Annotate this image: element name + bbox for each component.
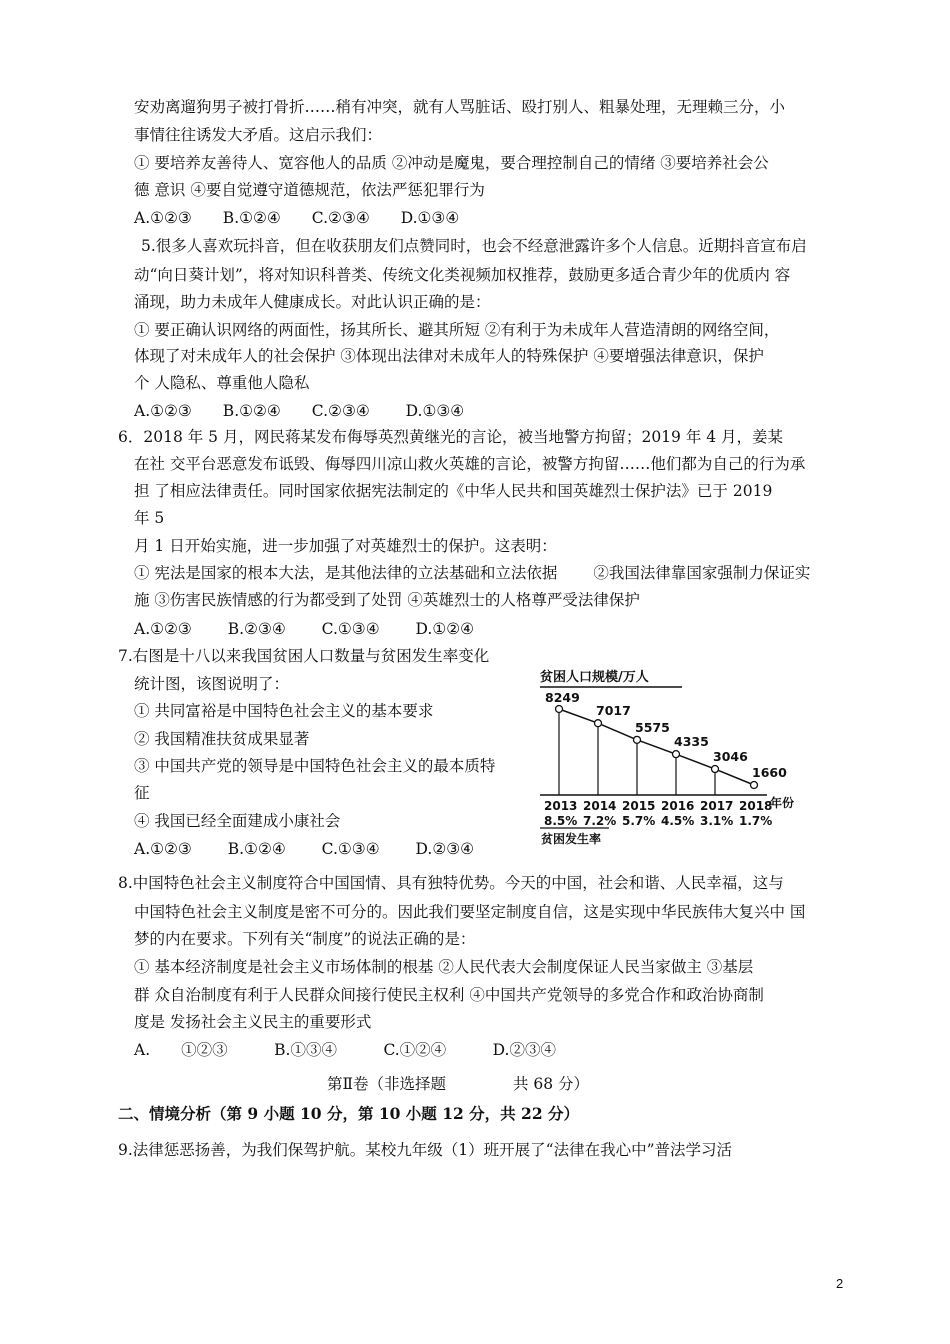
x-tick-label: 2014	[583, 799, 617, 813]
text-line: 德 意识 ④要自觉遵守道德规范，依法严惩犯罪行为	[134, 181, 485, 199]
rate-value: 5.7%	[622, 814, 656, 828]
text-line: ① 共同富裕是中国特色社会主义的基本要求	[134, 702, 434, 720]
answer-options: A.①②③ B.②③④ C.①③④ D.①②④	[134, 620, 475, 638]
data-point	[673, 751, 680, 758]
text-line: 动“向日葵计划”，将对知识科普类、传统文化类视频加权推荐，鼓励更多适合青少年的优质内 容	[134, 266, 791, 284]
answer-options: A.①②③ B.①②④ C.①③④ D.②③④	[134, 840, 475, 858]
x-tick-label: 2016	[661, 799, 695, 813]
rate-label: 贫困发生率	[541, 832, 602, 845]
question-6: 6．2018 年 5 月，网民蒋某发布侮辱英烈黄继光的言论，被当地警方拘留；2019 年 4 月，姜某	[118, 428, 784, 446]
x-tick-label: 2017	[700, 799, 734, 813]
answer-options: A.①②③ B.①②④ C.②③④ D.①③④	[134, 402, 465, 420]
data-label: 1660	[752, 765, 787, 780]
rate-value: 1.7%	[739, 814, 773, 828]
text-line: 体现了对未成年人的社会保护 ③体现出法律对未成年人的特殊保护 ④要增强法律意识，保护	[134, 347, 764, 365]
text-line: 年 5	[134, 509, 165, 527]
text-line: 度是 发扬社会主义民主的重要形式	[134, 1013, 372, 1031]
text-line: ① 要培养友善待人、宽容他人的品质 ②冲动是魔鬼，要合理控制自己的情绪 ③要培养社会公	[134, 154, 769, 172]
rate-value: 7.2%	[583, 814, 617, 828]
question-9: 9.法律惩恶扬善，为我们保驾护航。某校九年级（1）班开展了“法律在我心中”普法学习活	[118, 1141, 733, 1159]
section-title: 第Ⅱ卷（非选择题 共 68 分）	[327, 1075, 590, 1093]
x-axis-label: 年份	[770, 796, 795, 810]
rate-value: 8.5%	[544, 814, 578, 828]
page-number: 2	[836, 1276, 844, 1291]
x-tick-label: 2013	[544, 799, 578, 813]
data-point	[556, 706, 563, 713]
question-8: 8.中国特色社会主义制度符合中国国情、具有独特优势。今天的中国，社会和谐、人民幸福，这与	[118, 874, 784, 892]
x-tick-label: 2018	[739, 799, 773, 813]
text-line: 安劝离遛狗男子被打骨折……稍有冲突，就有人骂脏话、殴打别人、粗暴处理，无理赖三分，小	[134, 98, 786, 116]
text-line: 中国特色社会主义制度是密不可分的。因此我们要坚定制度自信，这是实现中华民族伟大复兴中 国	[134, 903, 806, 921]
rate-value: 4.5%	[661, 814, 695, 828]
text-line: ④ 我国已经全面建成小康社会	[134, 812, 341, 830]
data-label: 3046	[713, 749, 748, 765]
text-line: 群 众自治制度有利于人民群众间接行使民主权利 ④中国共产党领导的多党合作和政治协商制	[134, 986, 764, 1004]
text-line: 在社 交平台恶意发布诋毁、侮辱四川凉山救火英雄的言论，被警方拘留……他们都为自己的行为承	[134, 455, 806, 473]
chart-title: 贫困人口规模/万人	[540, 670, 649, 685]
text-line: 月 1 日开始实施，进一步加强了对英雄烈士的保护。这表明：	[134, 537, 557, 555]
data-point	[751, 782, 758, 789]
text-line: 统计图，该图说明了：	[134, 675, 290, 693]
text-line: 担 了相应法律责任。同时国家依据宪法制定的《中华人民共和国英雄烈士保护法》已于 2019	[134, 482, 773, 500]
text-line: 涌现，助力未成年人健康成长。对此认识正确的是：	[134, 293, 491, 311]
question-7: 7.右图是十八以来我国贫困人口数量与贫困发生率变化	[118, 647, 490, 665]
text-line: ① 要正确认识网络的两面性，扬其所长、避其所短 ②有利于为未成年人营造清朗的网络空间，	[134, 321, 780, 339]
data-point	[634, 736, 641, 743]
text-line: ① 基本经济制度是社会主义市场体制的根基 ②人民代表大会制度保证人民当家做主 ③基层	[134, 958, 754, 976]
answer-options: A.①②③ B.①②④ C.②③④ D.①③④	[134, 209, 460, 227]
data-label: 8249	[545, 690, 580, 705]
section-heading: 二、情境分析（第 9 小题 10 分，第 10 小题 12 分，共 22 分）	[118, 1104, 580, 1123]
rate-value: 3.1%	[700, 814, 734, 828]
text-line: 梦的内在要求。下列有关“制度”的说法正确的是：	[134, 930, 476, 948]
question-5: 5.很多人喜欢玩抖音，但在收获朋友们点赞同时，也会不经意泄露许多个人信息。近期抖音宣布启	[141, 237, 807, 255]
poverty-chart	[535, 665, 805, 845]
text-line: 个 人隐私、尊重他人隐私	[134, 374, 310, 392]
data-label: 5575	[635, 719, 670, 735]
x-tick-label: 2015	[622, 799, 656, 813]
text-line: ③ 中国共产党的领导是中国特色社会主义的最本质特	[134, 757, 496, 775]
data-label: 4335	[674, 734, 709, 750]
text-line: ② 我国精准扶贫成果显著	[134, 730, 310, 748]
answer-options: A. ①②③ B.①③④ C.①②④ D.②③④	[134, 1041, 556, 1059]
text-line: 事情往往诱发大矛盾。这启示我们：	[134, 126, 383, 144]
data-point	[712, 766, 719, 773]
text-line: ① 宪法是国家的根本大法，是其他法律的立法基础和立法依据 ②我国法律靠国家强制力保证实	[134, 564, 811, 582]
data-point	[595, 720, 602, 727]
text-line: 征	[134, 784, 150, 802]
text-line: 施 ③伤害民族情感的行为都受到了处罚 ④英雄烈士的人格尊严受法律保护	[134, 591, 640, 609]
data-label: 7017	[596, 703, 631, 719]
